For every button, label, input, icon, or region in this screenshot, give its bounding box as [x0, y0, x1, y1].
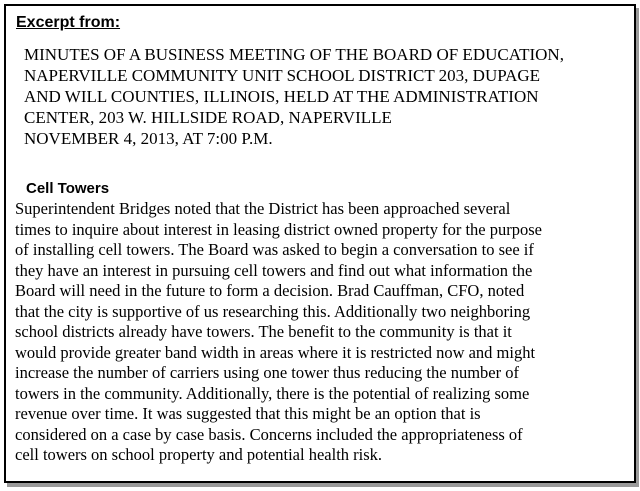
heading-line: CENTER, 203 W. HILLSIDE ROAD, NAPERVILLE	[24, 108, 392, 127]
meeting-heading	[24, 44, 630, 149]
excerpt-label: Excerpt from:	[16, 14, 121, 31]
body-line: revenue over time. It was suggested that this might be an option that is	[15, 404, 481, 423]
body-line: of installing cell towers. The Board was asked to begin a conversation to see if	[15, 240, 534, 259]
body-line: they have an interest in pursuing cell towers and find out what information the	[15, 260, 533, 280]
body-line: school districts already have towers. The benefit to the community is that it	[15, 322, 512, 341]
excerpt-box	[4, 4, 636, 483]
body-line: would provide greater band width in areas where it is restricted now and might	[15, 342, 536, 362]
body-line: Superintendent Bridges noted that the District has been approached several	[15, 199, 511, 218]
body-line: that the city is supportive of us researching this. Additionally two neighboring	[15, 301, 531, 321]
body-line: cell towers on school property and potential health risk.	[15, 445, 383, 464]
heading-line: NOVEMBER 4, 2013, AT 7:00 P.M.	[24, 129, 273, 148]
minutes-body	[15, 199, 635, 466]
heading-line: NAPERVILLE COMMUNITY UNIT SCHOOL DISTRICT 203, DUPAGE	[24, 66, 541, 85]
body-line: times to inquire about interest in leasing district owned property for the purpose	[15, 219, 542, 239]
heading-line: AND WILL COUNTIES, ILLINOIS, HELD AT THE ADMINISTRATION	[24, 87, 539, 106]
body-line: Board will need in the future to form a decision. Brad Cauffman, CFO, noted	[15, 281, 525, 300]
heading-line: MINUTES OF A BUSINESS MEETING OF THE BOARD OF EDUCATION,	[24, 45, 564, 64]
body-line: considered on a case by case basis. Concerns included the appropriateness of	[15, 424, 523, 444]
body-line: increase the number of carriers using one tower thus reducing the number of	[15, 363, 519, 382]
body-line: towers in the community. Additionally, there is the potential of realizing some	[15, 383, 530, 403]
section-title: Cell Towers	[26, 180, 110, 197]
